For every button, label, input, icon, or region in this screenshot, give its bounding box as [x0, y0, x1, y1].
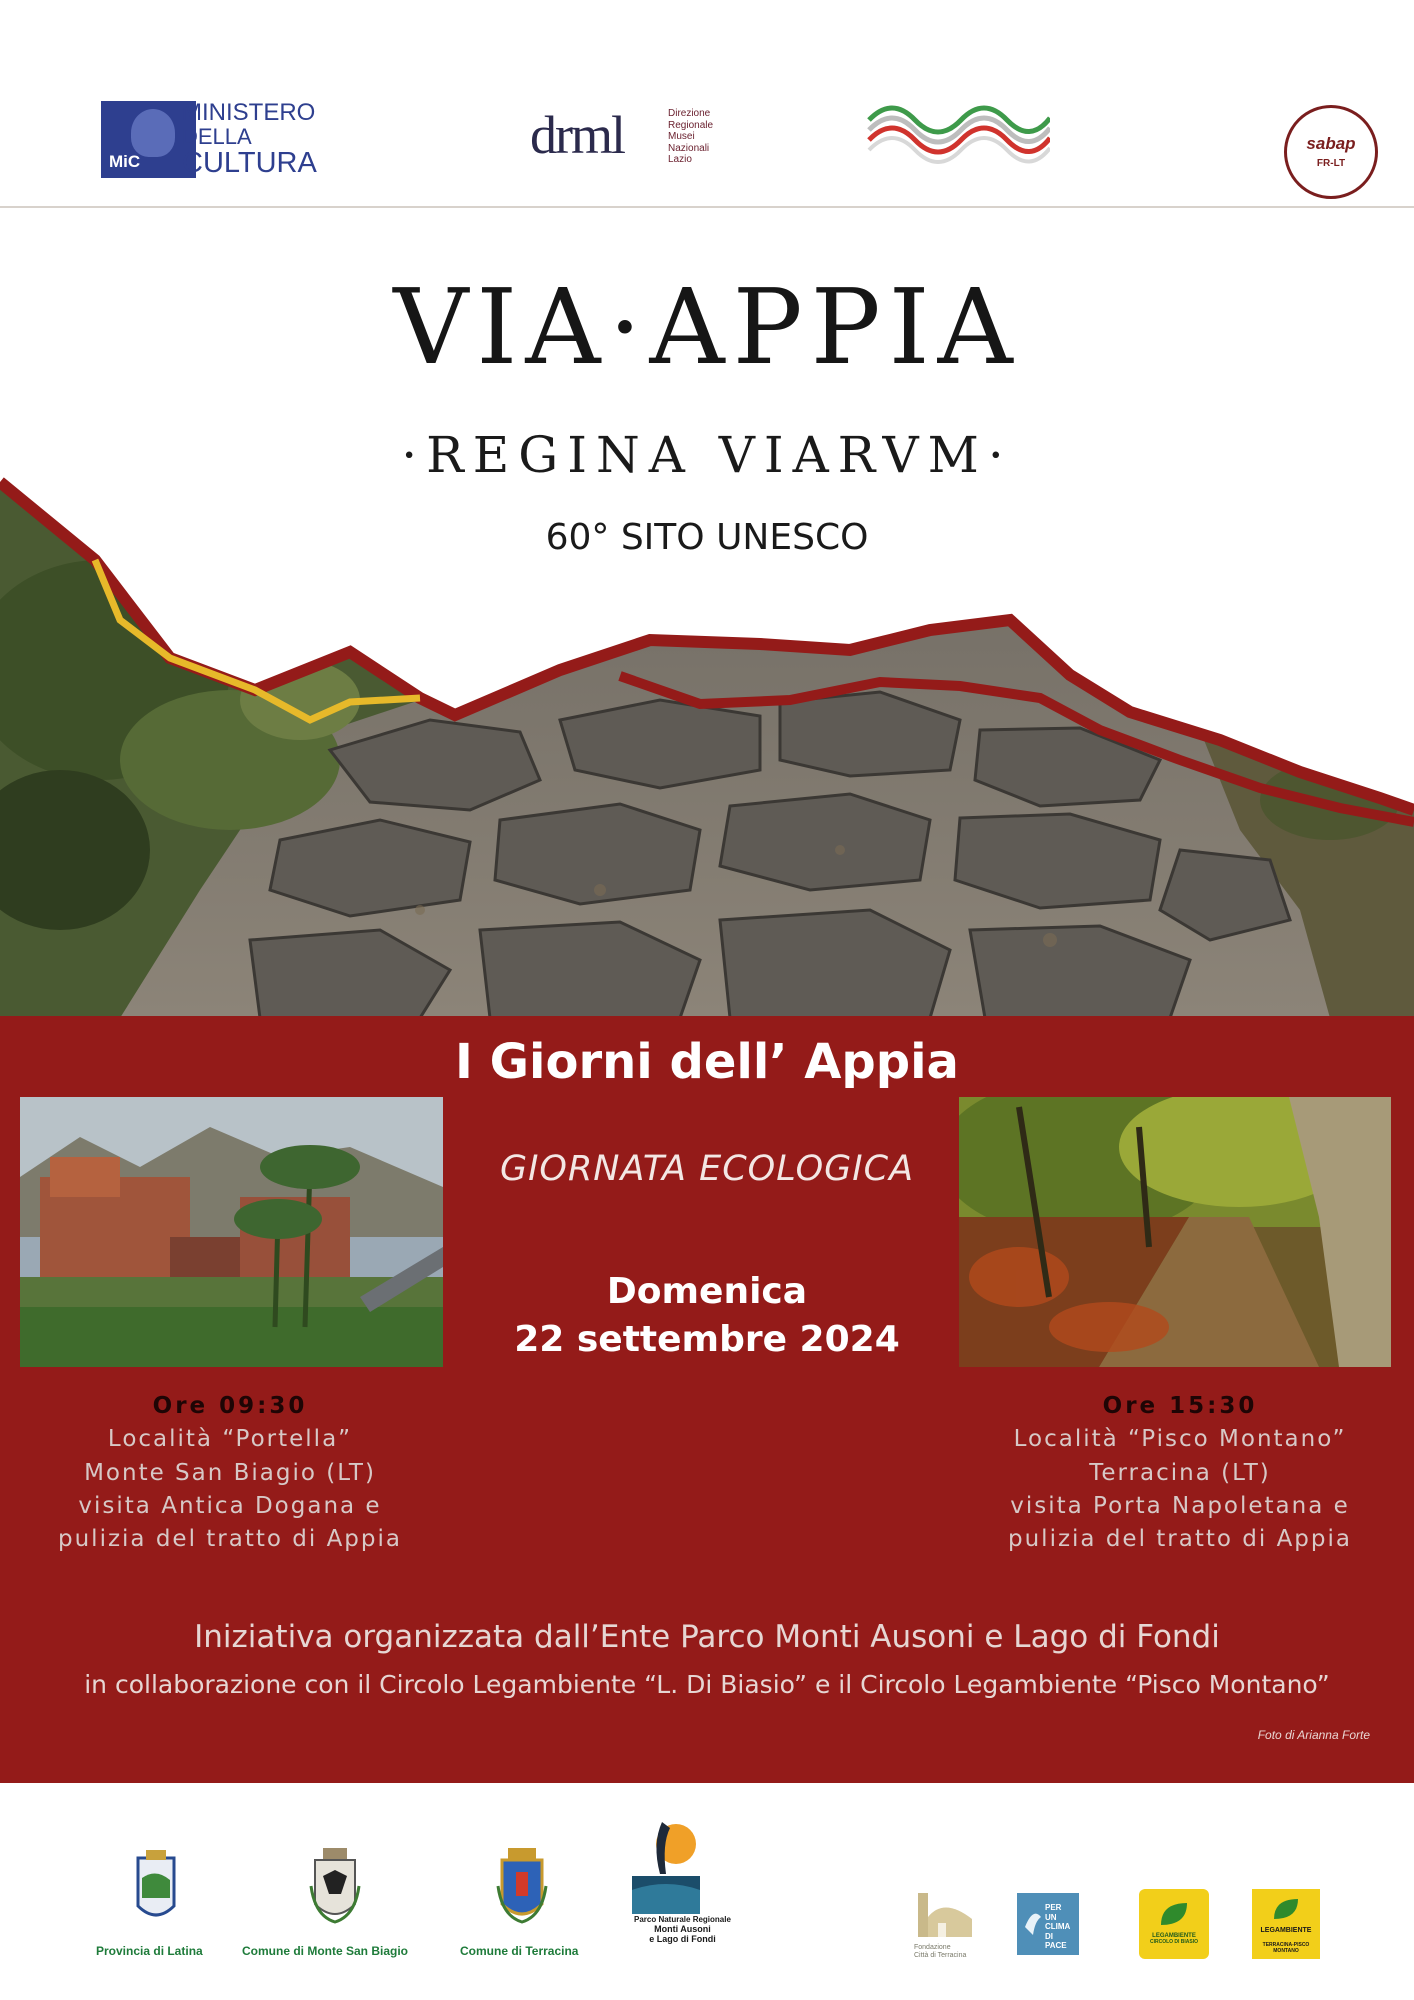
subtitle: ·REGINA VIARVM·	[401, 426, 1013, 484]
fondazione-line: Fondazione	[914, 1944, 951, 1951]
afternoon-time: Ore 15:30	[1102, 1393, 1258, 1419]
morning-line: pulizia del tratto di Appia	[58, 1526, 402, 1553]
clima-line: PER UN	[1045, 1903, 1062, 1922]
morning-line: Località “Portella”	[107, 1426, 353, 1453]
parco-line: e Lago di Fondi	[649, 1933, 716, 1944]
parco-line: Parco Naturale Regionale	[634, 1915, 731, 1924]
organizer-line-2: in collaborazione con il Circolo Legambiente “L. Di Biasio” e il Circolo Legambiente “Pisco Montano”	[84, 1670, 1330, 1699]
clima-text	[1045, 1903, 1075, 1951]
afternoon-schedule	[955, 1390, 1405, 1557]
sabap-logo	[1284, 105, 1378, 199]
terracina-label: Comune di Terracina	[460, 1944, 579, 1958]
fondazione-label	[914, 1944, 966, 1959]
parco-label	[634, 1916, 731, 1945]
legambiente1-line: CIRCOLO DI BIASIO	[1149, 1939, 1199, 1945]
afternoon-line: pulizia del tratto di Appia	[1008, 1526, 1352, 1553]
organizer-line-1: Iniziativa organizzata dall’Ente Parco Monti Ausoni e Lago di Fondi	[194, 1619, 1220, 1655]
mic-abbreviation: MiC	[109, 152, 141, 171]
fondazione-terracina-icon	[914, 1889, 976, 1943]
sabap-mark: sabap	[1306, 134, 1356, 153]
main-title: VIA·APPIA	[393, 266, 1021, 388]
leaf-icon	[1270, 1895, 1302, 1923]
provincia-label: Provincia di Latina	[96, 1944, 203, 1958]
parco-line: Monti Ausoni	[654, 1923, 711, 1934]
msb-label: Comune di Monte San Biagio	[242, 1944, 409, 1958]
pisco-montano-photo	[959, 1097, 1391, 1367]
legambiente1-text	[1139, 1933, 1209, 1945]
drm-line: Nazionali	[668, 142, 710, 154]
clima-di-pace-logo	[1017, 1893, 1079, 1955]
fondazione-line: Città di Terracina	[914, 1951, 967, 1959]
dove-icon	[1023, 1907, 1043, 1937]
legambiente1-line: LEGAMBIENTE	[1152, 1933, 1196, 1939]
clima-line: CLIMA	[1045, 1922, 1071, 1932]
drm-logo-text	[668, 108, 713, 166]
event-title: I Giorni dell’ Appia	[455, 1034, 959, 1090]
afternoon-line: visita Porta Napoletana e	[1010, 1493, 1350, 1520]
event-date: 22 settembre 2024	[514, 1319, 900, 1360]
unesco-caption: 60° SITO UNESCO	[545, 517, 869, 558]
parco-heron-logo-icon	[632, 1814, 700, 1914]
provincia-latina-crest-icon	[128, 1848, 184, 1928]
profile-head-icon	[131, 109, 175, 157]
morning-line: visita Antica Dogana e	[78, 1493, 382, 1520]
drm-line: Lazio	[668, 154, 692, 165]
drm-logo-mark: drml	[530, 105, 624, 165]
event-type: GIORNATA ECOLOGICA	[499, 1149, 915, 1189]
morning-line: Monte San Biagio (LT)	[84, 1459, 376, 1486]
photo-credit: Foto di Arianna Forte	[1257, 1728, 1370, 1742]
legambiente2-text	[1252, 1927, 1320, 1954]
terracina-crest-icon	[492, 1846, 552, 1928]
drm-line: Musei	[668, 131, 695, 142]
morning-time: Ore 09:30	[152, 1393, 308, 1419]
ministero-line-3: CULTURA	[182, 147, 317, 180]
ministero-line-2: DELLA	[182, 124, 252, 150]
ministero-line-1: MINISTERO	[182, 99, 316, 126]
legambiente2-line: TERRACINA-PISCO MONTANO	[1262, 1942, 1310, 1954]
afternoon-line: Terracina (LT)	[1089, 1459, 1271, 1486]
logo-header	[0, 0, 1414, 208]
legambiente-pisco-montano-logo	[1252, 1889, 1320, 1959]
drm-line: Regionale	[668, 119, 714, 131]
legambiente-di-biasio-logo	[1139, 1889, 1209, 1959]
event-day: Domenica	[606, 1271, 808, 1312]
drm-line: Direzione	[668, 108, 711, 119]
leaf-icon	[1157, 1899, 1191, 1929]
monte-san-biagio-crest-icon	[305, 1846, 365, 1928]
morning-schedule	[10, 1390, 450, 1557]
legambiente2-line: LEGAMBIENTE	[1260, 1927, 1312, 1934]
tricolor-wave-logo	[865, 100, 1050, 164]
clima-line: DI PACE	[1045, 1931, 1067, 1951]
sabap-sub: FR-LT	[1316, 158, 1346, 169]
afternoon-line: Località “Pisco Montano”	[1013, 1426, 1347, 1453]
ministero-name	[182, 100, 317, 179]
